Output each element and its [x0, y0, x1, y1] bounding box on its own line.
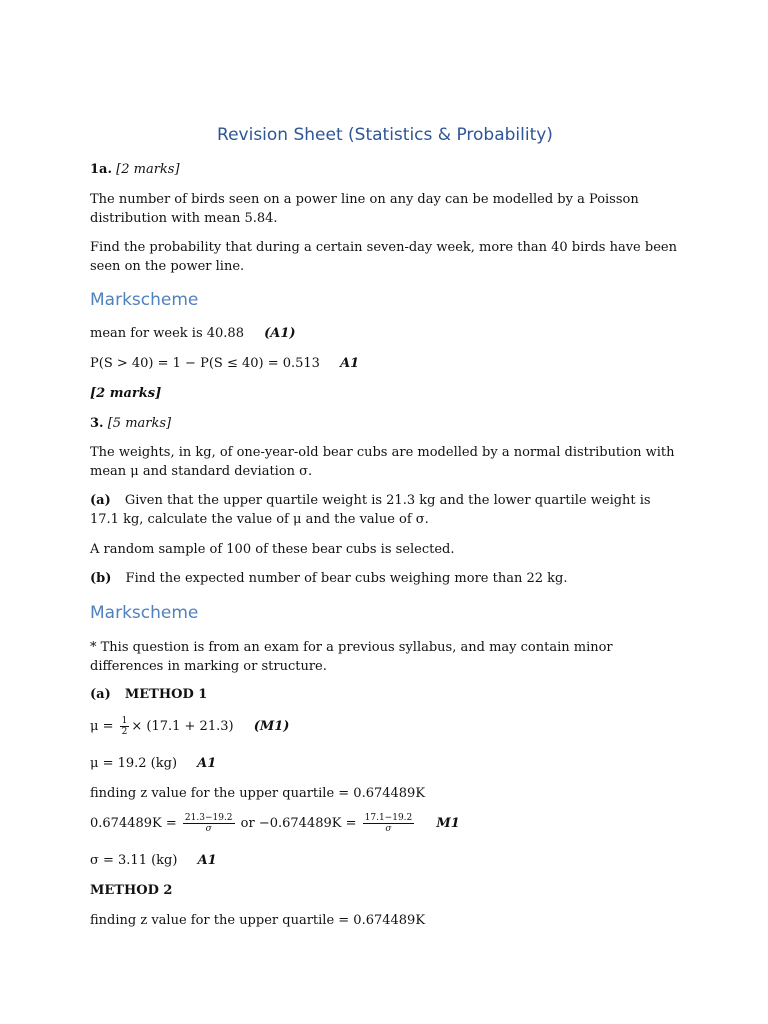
ms3-mu-value: [90, 755, 680, 774]
q3-marks: [5 marks]: [107, 416, 172, 431]
ms3-mu-formula: [90, 716, 680, 737]
ms3-method-2-header: [90, 882, 680, 901]
q3-paragraph-1: The weights, in kg, of one-year-old bear cubs are modelled by a normal distribution with mean μ and standard deviation σ.: [90, 445, 675, 479]
q1-header: [90, 161, 680, 180]
q3-part-a: [90, 492, 680, 529]
q1-marks: [2 marks]: [116, 162, 180, 177]
ms3-eq-or: or −0.674489K =: [236, 816, 361, 831]
ms1-line-2: [90, 355, 680, 374]
q3-part-b-label: (b): [90, 571, 112, 586]
markscheme-heading-1: Markscheme: [90, 290, 199, 310]
q3-part-a-label: (a): [90, 493, 111, 508]
q3-part-b-text: Find the expected number of bear cubs weighing more than 22 kg.: [125, 571, 568, 586]
eq-fraction-1-numerator: 21.3−19.2: [184, 813, 233, 823]
page-title: Revision Sheet (Statistics & Probability): [217, 125, 553, 145]
q3-paragraph-2: A random sample of 100 of these bear cubs is selected.: [90, 542, 455, 557]
ms3-mu-value-text: μ = 19.2 (kg): [90, 756, 178, 771]
ms3-part-a-label: (a): [90, 687, 111, 702]
ms1-line-1: [90, 325, 680, 344]
ms3-eq-tag: M1: [436, 816, 460, 831]
eq-fraction-2: [363, 813, 415, 834]
half-denominator: 2: [121, 727, 128, 737]
ms3-sigma-value-tag: A1: [197, 853, 217, 868]
eq-fraction-1: [183, 813, 235, 834]
q3-number: 3.: [90, 416, 104, 431]
q3-part-b: [90, 570, 680, 589]
ms3-method-1-header: [90, 686, 680, 705]
ms3-mu-formula-pre: μ =: [90, 719, 118, 734]
ms3-sigma-value: [90, 852, 680, 871]
eq-fraction-1-denominator: σ: [205, 824, 212, 834]
eq-fraction-2-denominator: σ: [385, 824, 392, 834]
q3-part-a-text: Given that the upper quartile weight is 21.3 kg and the lower quartile weight is 17.1 kg, calculate the value of μ and the value of σ.: [90, 493, 651, 527]
ms3-mu-formula-tag: (M1): [253, 719, 290, 734]
ms3-sigma-equation: [90, 813, 680, 834]
ms3-method-2-label: METHOD 2: [90, 883, 173, 898]
ms3-mu-formula-post: × (17.1 + 21.3): [131, 719, 234, 734]
markscheme-heading-2: Markscheme: [90, 603, 199, 623]
q1-paragraph-2: Find the probability that during a certain seven-day week, more than 40 birds have been seen on the power line.: [90, 240, 677, 274]
ms3-sigma-value-text: σ = 3.11 (kg): [90, 853, 178, 868]
ms3-eq-left-1: 0.674489K =: [90, 816, 181, 831]
ms3-mu-value-tag: A1: [197, 756, 217, 771]
q1-paragraph-1: The number of birds seen on a power line on any day can be modelled by a Poisson distribution with mean 5.84.: [90, 192, 639, 226]
half-fraction: [120, 716, 130, 737]
ms1-line-2-tag: A1: [340, 356, 360, 371]
eq-fraction-2-numerator: 17.1−19.2: [364, 813, 413, 823]
ms1-total-marks: [2 marks]: [90, 386, 162, 401]
q3-header: [90, 415, 680, 434]
ms3-syllabus-note: * This question is from an exam for a previous syllabus, and may contain minor differences in marking or structure.: [90, 640, 613, 674]
ms1-line-1-text: mean for week is 40.88: [90, 326, 244, 341]
ms1-line-1-tag: (A1): [264, 326, 296, 341]
q1-number: 1a.: [90, 162, 112, 177]
ms3-z-upper-2: finding z value for the upper quartile = 0.674489K: [90, 913, 426, 928]
ms3-method-1-label: METHOD 1: [124, 687, 208, 702]
ms1-probability-equation: P(S > 40) = 1 − P(S ≤ 40) = 0.513: [90, 356, 320, 371]
half-numerator: 1: [121, 716, 128, 726]
ms3-z-upper-1: finding z value for the upper quartile = 0.674489K: [90, 786, 426, 801]
